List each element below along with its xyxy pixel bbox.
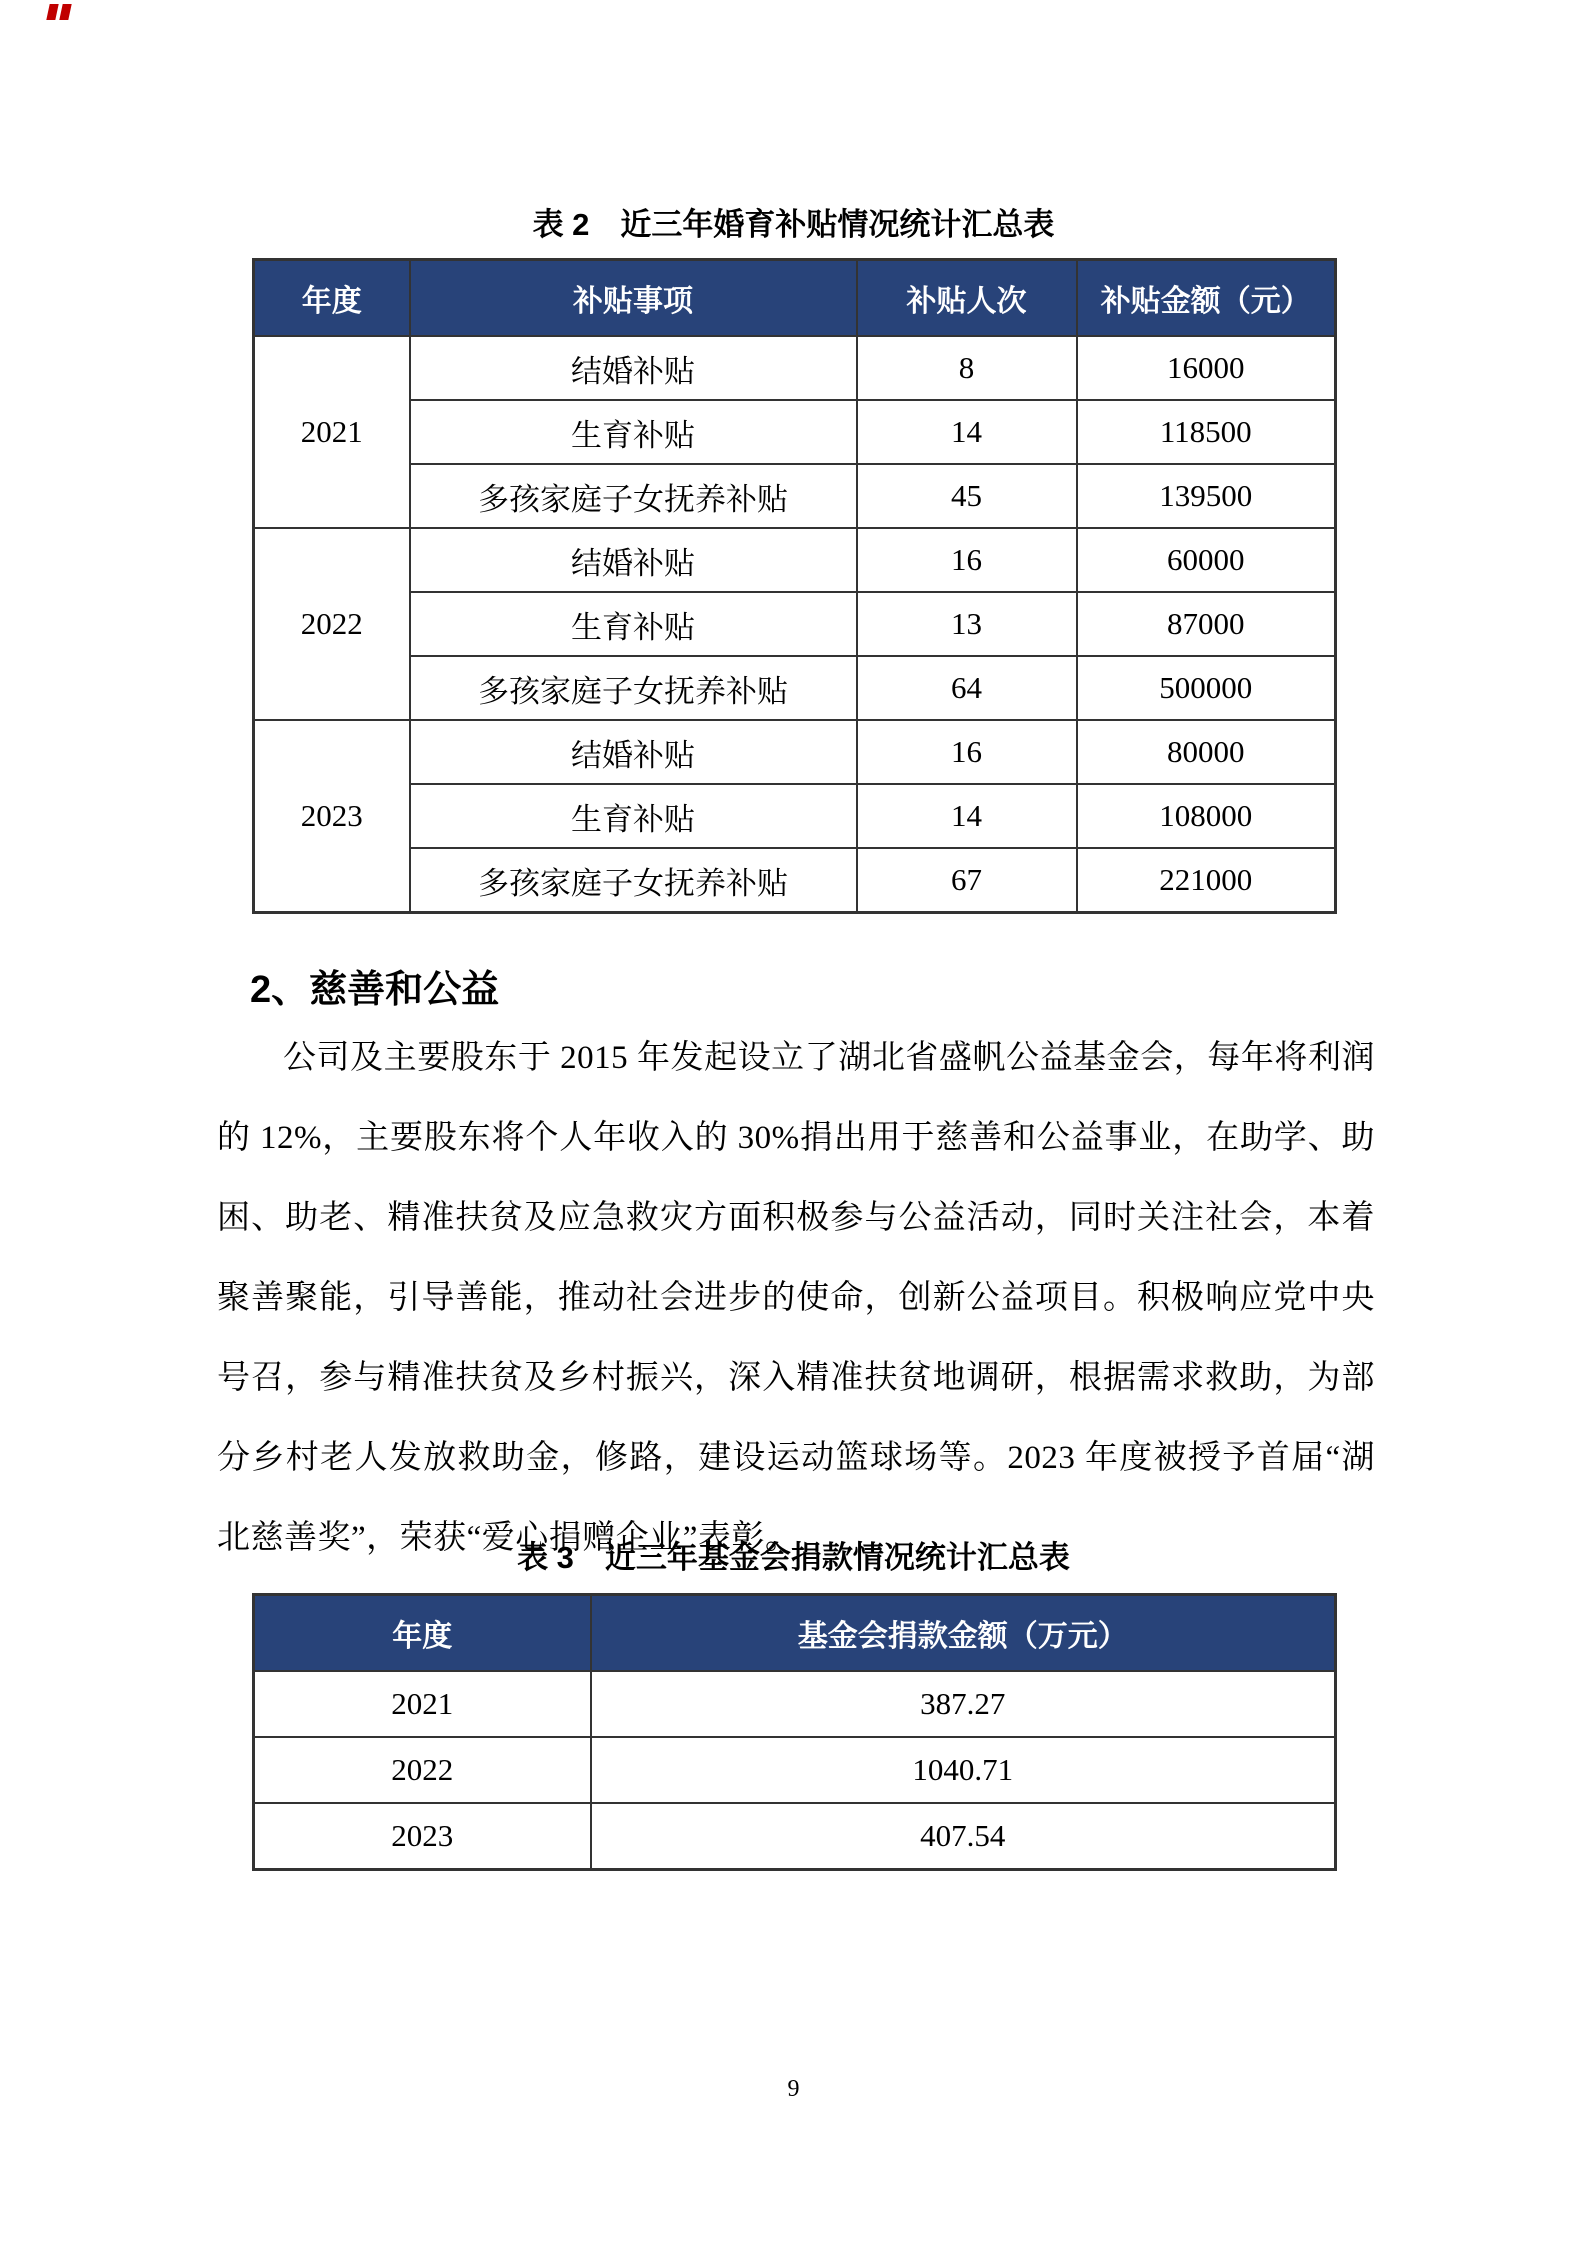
table3-cell: 407.54 <box>591 1803 1336 1870</box>
subsidy-statistics-table <box>252 258 1337 914</box>
table2-row <box>254 336 1336 400</box>
table2-cell: 14 <box>857 400 1077 464</box>
table3-cell: 2021 <box>254 1671 591 1737</box>
table2-cell: 16000 <box>1077 336 1336 400</box>
table2-row <box>254 848 1336 913</box>
table2-cell: 生育补贴 <box>410 784 857 848</box>
table2-cell: 多孩家庭子女抚养补贴 <box>410 848 857 913</box>
table2-year-cell: 2023 <box>254 720 410 913</box>
table2-column-header: 补贴金额（元） <box>1077 260 1336 337</box>
table2-cell: 生育补贴 <box>410 400 857 464</box>
foundation-donation-table <box>252 1593 1337 1871</box>
table2-row <box>254 720 1336 784</box>
page-number: 9 <box>787 2076 800 2102</box>
table3-column-header: 基金会捐款金额（万元） <box>591 1595 1336 1672</box>
table2-cell: 45 <box>857 464 1077 528</box>
table3-header-row <box>254 1595 1336 1672</box>
table3-cell: 1040.71 <box>591 1737 1336 1803</box>
table2-caption: 表 2 近三年婚育补贴情况统计汇总表 <box>532 207 1055 242</box>
table2-column-header: 年度 <box>254 260 410 337</box>
table2-cell: 80000 <box>1077 720 1336 784</box>
table2-row <box>254 464 1336 528</box>
charity-paragraph: 公司及主要股东于 2015 年发起设立了湖北省盛帆公益基金会，每年将利润的 12%，主要股东将个人年收入的 30%捐出用于慈善和公益事业，在助学、助困、助老、精准扶贫及应急救灾方面积极参与公益活动，同时关注社会，本着聚善聚能，引导善能，推动社会进步的使命，创新公益项目。积极响应党中央号召，参与精准扶贫及乡村振兴，深入精准扶贫地调研，根据需求救助，为部分乡村老人发放救助金，修路，建设运动篮球场等。2023 年度被授予首届“湖北慈善奖”，荣获“爱心捐赠企业”表彰。 <box>217 1040 1375 1556</box>
table2-row <box>254 400 1336 464</box>
table2-cell: 结婚补贴 <box>410 528 857 592</box>
table2-cell: 139500 <box>1077 464 1336 528</box>
table3-row <box>254 1737 1336 1803</box>
table2-column-header: 补贴人次 <box>857 260 1077 337</box>
table2-cell: 13 <box>857 592 1077 656</box>
top-left-red-mark <box>48 4 78 24</box>
table2-cell: 14 <box>857 784 1077 848</box>
table2-cell: 500000 <box>1077 656 1336 720</box>
table2-year-cell: 2022 <box>254 528 410 720</box>
table2-cell: 108000 <box>1077 784 1336 848</box>
table2-header-row <box>254 260 1336 337</box>
table3-cell: 2023 <box>254 1803 591 1870</box>
section-heading-charity: 2、慈善和公益 <box>250 969 500 1011</box>
table2-year-cell: 2021 <box>254 336 410 528</box>
table2-cell: 118500 <box>1077 400 1336 464</box>
table2-cell: 221000 <box>1077 848 1336 913</box>
table3-caption: 表 3 近三年基金会捐款情况统计汇总表 <box>517 1540 1070 1575</box>
table2-cell: 结婚补贴 <box>410 336 857 400</box>
table3-cell: 2022 <box>254 1737 591 1803</box>
table2-cell: 多孩家庭子女抚养补贴 <box>410 656 857 720</box>
table3-column-header: 年度 <box>254 1595 591 1672</box>
table3-row <box>254 1803 1336 1870</box>
table2-cell: 生育补贴 <box>410 592 857 656</box>
table2-row <box>254 656 1336 720</box>
table2-cell: 67 <box>857 848 1077 913</box>
table2-row <box>254 528 1336 592</box>
table2-cell: 60000 <box>1077 528 1336 592</box>
table2-row <box>254 592 1336 656</box>
table2-cell: 87000 <box>1077 592 1336 656</box>
table2-row <box>254 784 1336 848</box>
table2-cell: 结婚补贴 <box>410 720 857 784</box>
table2-column-header: 补贴事项 <box>410 260 857 337</box>
table3-row <box>254 1671 1336 1737</box>
table2-cell: 64 <box>857 656 1077 720</box>
table3-cell: 387.27 <box>591 1671 1336 1737</box>
table2-cell: 16 <box>857 528 1077 592</box>
table2-cell: 8 <box>857 336 1077 400</box>
table2-cell: 多孩家庭子女抚养补贴 <box>410 464 857 528</box>
table2-cell: 16 <box>857 720 1077 784</box>
